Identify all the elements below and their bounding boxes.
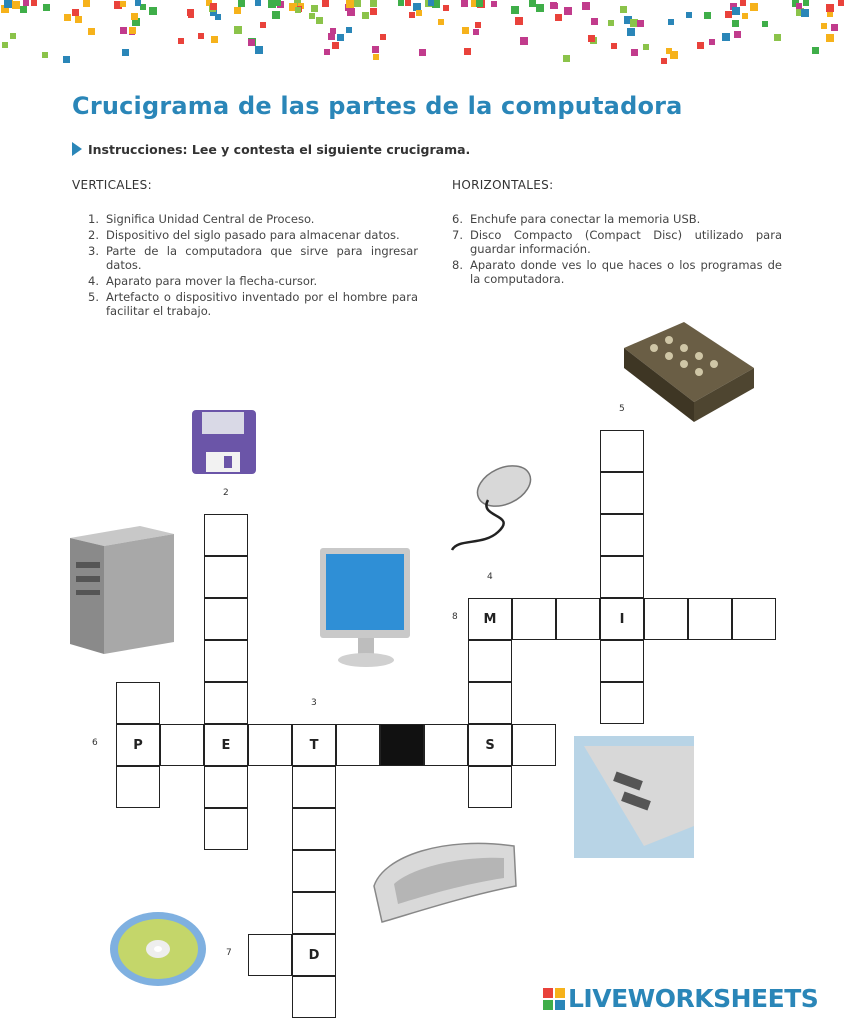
crossword-cell[interactable] (688, 598, 732, 640)
pixel-border-decoration (0, 0, 852, 70)
clue-text: Aparato donde ves lo que haces o los programas de la computadora. (470, 258, 782, 286)
instructions-text: Instrucciones: Lee y contesta el siguiente crucigrama. (88, 142, 471, 157)
crossword-cell[interactable] (556, 598, 600, 640)
pixel-square (83, 0, 90, 7)
pixel-square (255, 0, 261, 6)
pixel-square (520, 37, 528, 45)
crossword-cell[interactable]: E (204, 724, 248, 766)
pixel-square (725, 11, 732, 18)
clue-text: Artefacto o dispositivo inventado por el hombre para facilitar el trabajo. (106, 290, 418, 318)
pixel-square (732, 7, 740, 15)
pixel-square (12, 1, 20, 9)
pixel-square (238, 0, 245, 7)
crossword-cell[interactable] (600, 430, 644, 472)
pixel-square (491, 1, 497, 7)
clue-item (88, 212, 418, 226)
pixel-square (582, 2, 590, 10)
pixel-square (88, 28, 95, 35)
pixel-square (709, 39, 715, 45)
pixel-square (462, 27, 469, 34)
clue-number-label: 7 (226, 948, 232, 958)
pixel-square (555, 14, 562, 21)
crossword-cell[interactable] (468, 766, 512, 808)
pixel-square (234, 7, 241, 14)
crossword-cell[interactable] (336, 724, 380, 766)
pixel-square (380, 34, 386, 40)
pixel-square (670, 51, 678, 59)
clue-item (88, 228, 418, 242)
verticales-heading: VERTICALES: (72, 178, 152, 192)
pixel-square (234, 26, 242, 34)
pixel-square (643, 44, 649, 50)
crossword-cell[interactable] (512, 598, 556, 640)
crossword-cell[interactable] (424, 724, 468, 766)
pixel-square (536, 4, 544, 12)
pixel-square (515, 17, 523, 25)
pixel-square (23, 0, 29, 6)
crossword-cell[interactable] (600, 472, 644, 514)
crossword-cell[interactable] (600, 640, 644, 682)
pixel-square (416, 10, 422, 16)
pixel-square (704, 12, 711, 19)
crossword-cell[interactable] (732, 598, 776, 640)
pixel-square (608, 20, 614, 26)
pixel-square (337, 34, 344, 41)
pixel-square (122, 49, 129, 56)
usb-port-icon (574, 736, 694, 858)
crossword-cell[interactable] (204, 556, 248, 598)
clue-number-label: 2 (223, 488, 229, 498)
pixel-square (529, 0, 536, 7)
pixel-square (309, 13, 315, 19)
pixel-square (826, 4, 834, 12)
crossword-cell[interactable] (116, 766, 160, 808)
pixel-square (2, 42, 8, 48)
crossword-cell[interactable] (204, 598, 248, 640)
pixel-square (272, 11, 280, 19)
pixel-square (10, 33, 16, 39)
pixel-square (311, 5, 318, 12)
logo-icon (543, 988, 565, 1010)
clue-number: 8. (452, 258, 463, 272)
crossword-cell[interactable]: P (116, 724, 160, 766)
pixel-square (588, 35, 595, 42)
pixel-square (734, 31, 741, 38)
pixel-square (750, 3, 758, 11)
logo-text: LIVEWORKSHEETS (568, 984, 819, 1013)
pixel-square (732, 20, 739, 27)
crossword-cell[interactable]: T (292, 724, 336, 766)
crossword-cell[interactable] (468, 682, 512, 724)
crossword-cell[interactable] (204, 682, 248, 724)
pixel-square (476, 0, 483, 7)
crossword-cell[interactable] (644, 598, 688, 640)
clue-number: 7. (452, 228, 463, 242)
pixel-square (248, 39, 255, 46)
clue-item (88, 290, 418, 318)
pixel-square (838, 0, 844, 6)
pixel-square (328, 33, 335, 40)
pixel-square (697, 42, 704, 49)
pixel-square (149, 7, 157, 15)
clue-number: 5. (88, 290, 99, 304)
clue-number-label: 3 (311, 698, 317, 708)
crossword-cell[interactable] (600, 556, 644, 598)
pixel-square (668, 19, 674, 25)
pixel-square (686, 12, 692, 18)
crossword-cell[interactable] (292, 850, 336, 892)
clue-number-label: 6 (92, 738, 98, 748)
pixel-square (826, 34, 834, 42)
crossword-cell[interactable] (292, 808, 336, 850)
arrow-icon (72, 142, 82, 156)
pixel-square (131, 13, 138, 20)
pixel-square (464, 48, 471, 55)
pixel-square (661, 58, 667, 64)
pixel-square (75, 16, 82, 23)
clue-item (452, 228, 782, 256)
clue-number: 3. (88, 244, 99, 258)
monitor-icon (318, 546, 414, 670)
pixel-square (260, 22, 266, 28)
pixel-square (511, 6, 519, 14)
pixel-square (268, 0, 276, 8)
clue-item (452, 212, 782, 226)
crossword-cell[interactable] (292, 976, 336, 1018)
pixel-square (370, 0, 377, 7)
crossword-cell[interactable] (600, 682, 644, 724)
pixel-square (373, 54, 379, 60)
pixel-square (611, 43, 617, 49)
pixel-square (31, 0, 37, 6)
typewriter-icon (614, 318, 758, 430)
clue-number-label: 8 (452, 612, 458, 622)
pixel-square (322, 0, 329, 7)
crossword-cell[interactable] (468, 640, 512, 682)
pixel-square (295, 7, 301, 13)
pixel-square (129, 27, 136, 34)
pixel-square (4, 0, 12, 8)
pixel-square (135, 0, 141, 6)
pixel-square (475, 22, 481, 28)
pixel-square (774, 34, 781, 41)
clue-item (88, 274, 418, 288)
pixel-square (354, 0, 361, 7)
pixel-square (398, 0, 404, 6)
pixel-square (72, 9, 79, 16)
pixel-square (620, 6, 627, 13)
computer-tower-icon (70, 522, 176, 656)
horizontales-heading: HORIZONTALES: (452, 178, 554, 192)
mouse-icon (448, 458, 548, 558)
pixel-square (362, 12, 369, 19)
pixel-square (346, 0, 354, 8)
crossword-cell[interactable] (600, 514, 644, 556)
pixel-square (405, 0, 411, 6)
pixel-square (64, 14, 71, 21)
crossword-cell[interactable] (116, 682, 160, 724)
clue-item (88, 244, 418, 272)
crossword-cell[interactable] (204, 766, 248, 808)
pixel-square (120, 27, 127, 34)
cd-icon (108, 910, 208, 988)
clue-text: Parte de la computadora que sirve para ingresar datos. (106, 244, 418, 272)
pixel-square (255, 46, 263, 54)
crossword-cell[interactable] (204, 514, 248, 556)
clue-number-label: 5 (619, 404, 625, 414)
pixel-square (63, 56, 70, 63)
pixel-square (722, 33, 730, 41)
pixel-square (563, 55, 570, 62)
pixel-square (370, 8, 377, 15)
clue-item (452, 258, 782, 286)
pixel-square (347, 8, 355, 16)
crossword-cell[interactable] (204, 640, 248, 682)
pixel-square (461, 0, 468, 7)
page-title: Crucigrama de las partes de la computadora (72, 92, 683, 120)
crossword-cell[interactable] (248, 724, 292, 766)
liveworksheets-logo (543, 984, 818, 1013)
pixel-square (346, 27, 352, 33)
pixel-square (198, 33, 204, 39)
crossword-cell[interactable] (512, 724, 556, 766)
instructions (72, 142, 470, 157)
pixel-square (409, 12, 415, 18)
pixel-square (564, 7, 572, 15)
clue-number: 1. (88, 212, 99, 226)
crossword-cell-blocked (380, 724, 424, 766)
pixel-square (215, 14, 221, 20)
crossword-cell[interactable]: S (468, 724, 512, 766)
clue-text: Disco Compacto (Compact Disc) utilizado para guardar información. (470, 228, 782, 256)
pixel-square (211, 36, 218, 43)
pixel-square (740, 0, 746, 6)
horizontales-list (452, 212, 782, 288)
pixel-square (419, 49, 426, 56)
crossword-cell[interactable] (204, 808, 248, 850)
clue-number-label: 4 (487, 572, 493, 582)
pixel-square (812, 47, 819, 54)
pixel-square (178, 38, 184, 44)
pixel-square (762, 21, 768, 27)
pixel-square (210, 3, 217, 10)
pixel-square (372, 46, 379, 53)
pixel-square (637, 20, 644, 27)
clue-number: 2. (88, 228, 99, 242)
keyboard-icon (364, 826, 520, 930)
pixel-square (332, 42, 339, 49)
pixel-square (473, 29, 479, 35)
floppy-disk-icon (188, 408, 260, 476)
pixel-square (43, 4, 50, 11)
crossword-cell[interactable]: M (468, 598, 512, 640)
crossword-cell[interactable] (292, 766, 336, 808)
clue-text: Aparato para mover la flecha-cursor. (106, 274, 318, 288)
pixel-square (120, 1, 126, 7)
verticales-list (88, 212, 418, 320)
pixel-square (316, 17, 323, 24)
pixel-square (187, 9, 194, 16)
crossword-cell[interactable]: D (292, 934, 336, 976)
clue-text: Significa Unidad Central de Proceso. (106, 212, 315, 226)
pixel-square (742, 13, 748, 19)
pixel-square (801, 9, 809, 17)
pixel-square (631, 49, 638, 56)
crossword-cell[interactable] (248, 934, 292, 976)
crossword-cell[interactable]: I (600, 598, 644, 640)
pixel-square (591, 18, 598, 25)
pixel-square (821, 23, 827, 29)
clue-text: Dispositivo del siglo pasado para almacenar datos. (106, 228, 400, 242)
pixel-square (443, 5, 449, 11)
pixel-square (42, 52, 48, 58)
pixel-square (803, 0, 809, 6)
pixel-square (438, 19, 444, 25)
pixel-square (831, 24, 838, 31)
pixel-square (20, 6, 27, 13)
pixel-square (324, 49, 330, 55)
clue-text: Enchufe para conectar la memoria USB. (470, 212, 701, 226)
crossword-cell[interactable] (160, 724, 204, 766)
clue-number: 6. (452, 212, 463, 226)
crossword-cell[interactable] (292, 892, 336, 934)
pixel-square (550, 2, 557, 9)
pixel-square (627, 28, 635, 36)
clue-number: 4. (88, 274, 99, 288)
pixel-square (428, 0, 434, 6)
